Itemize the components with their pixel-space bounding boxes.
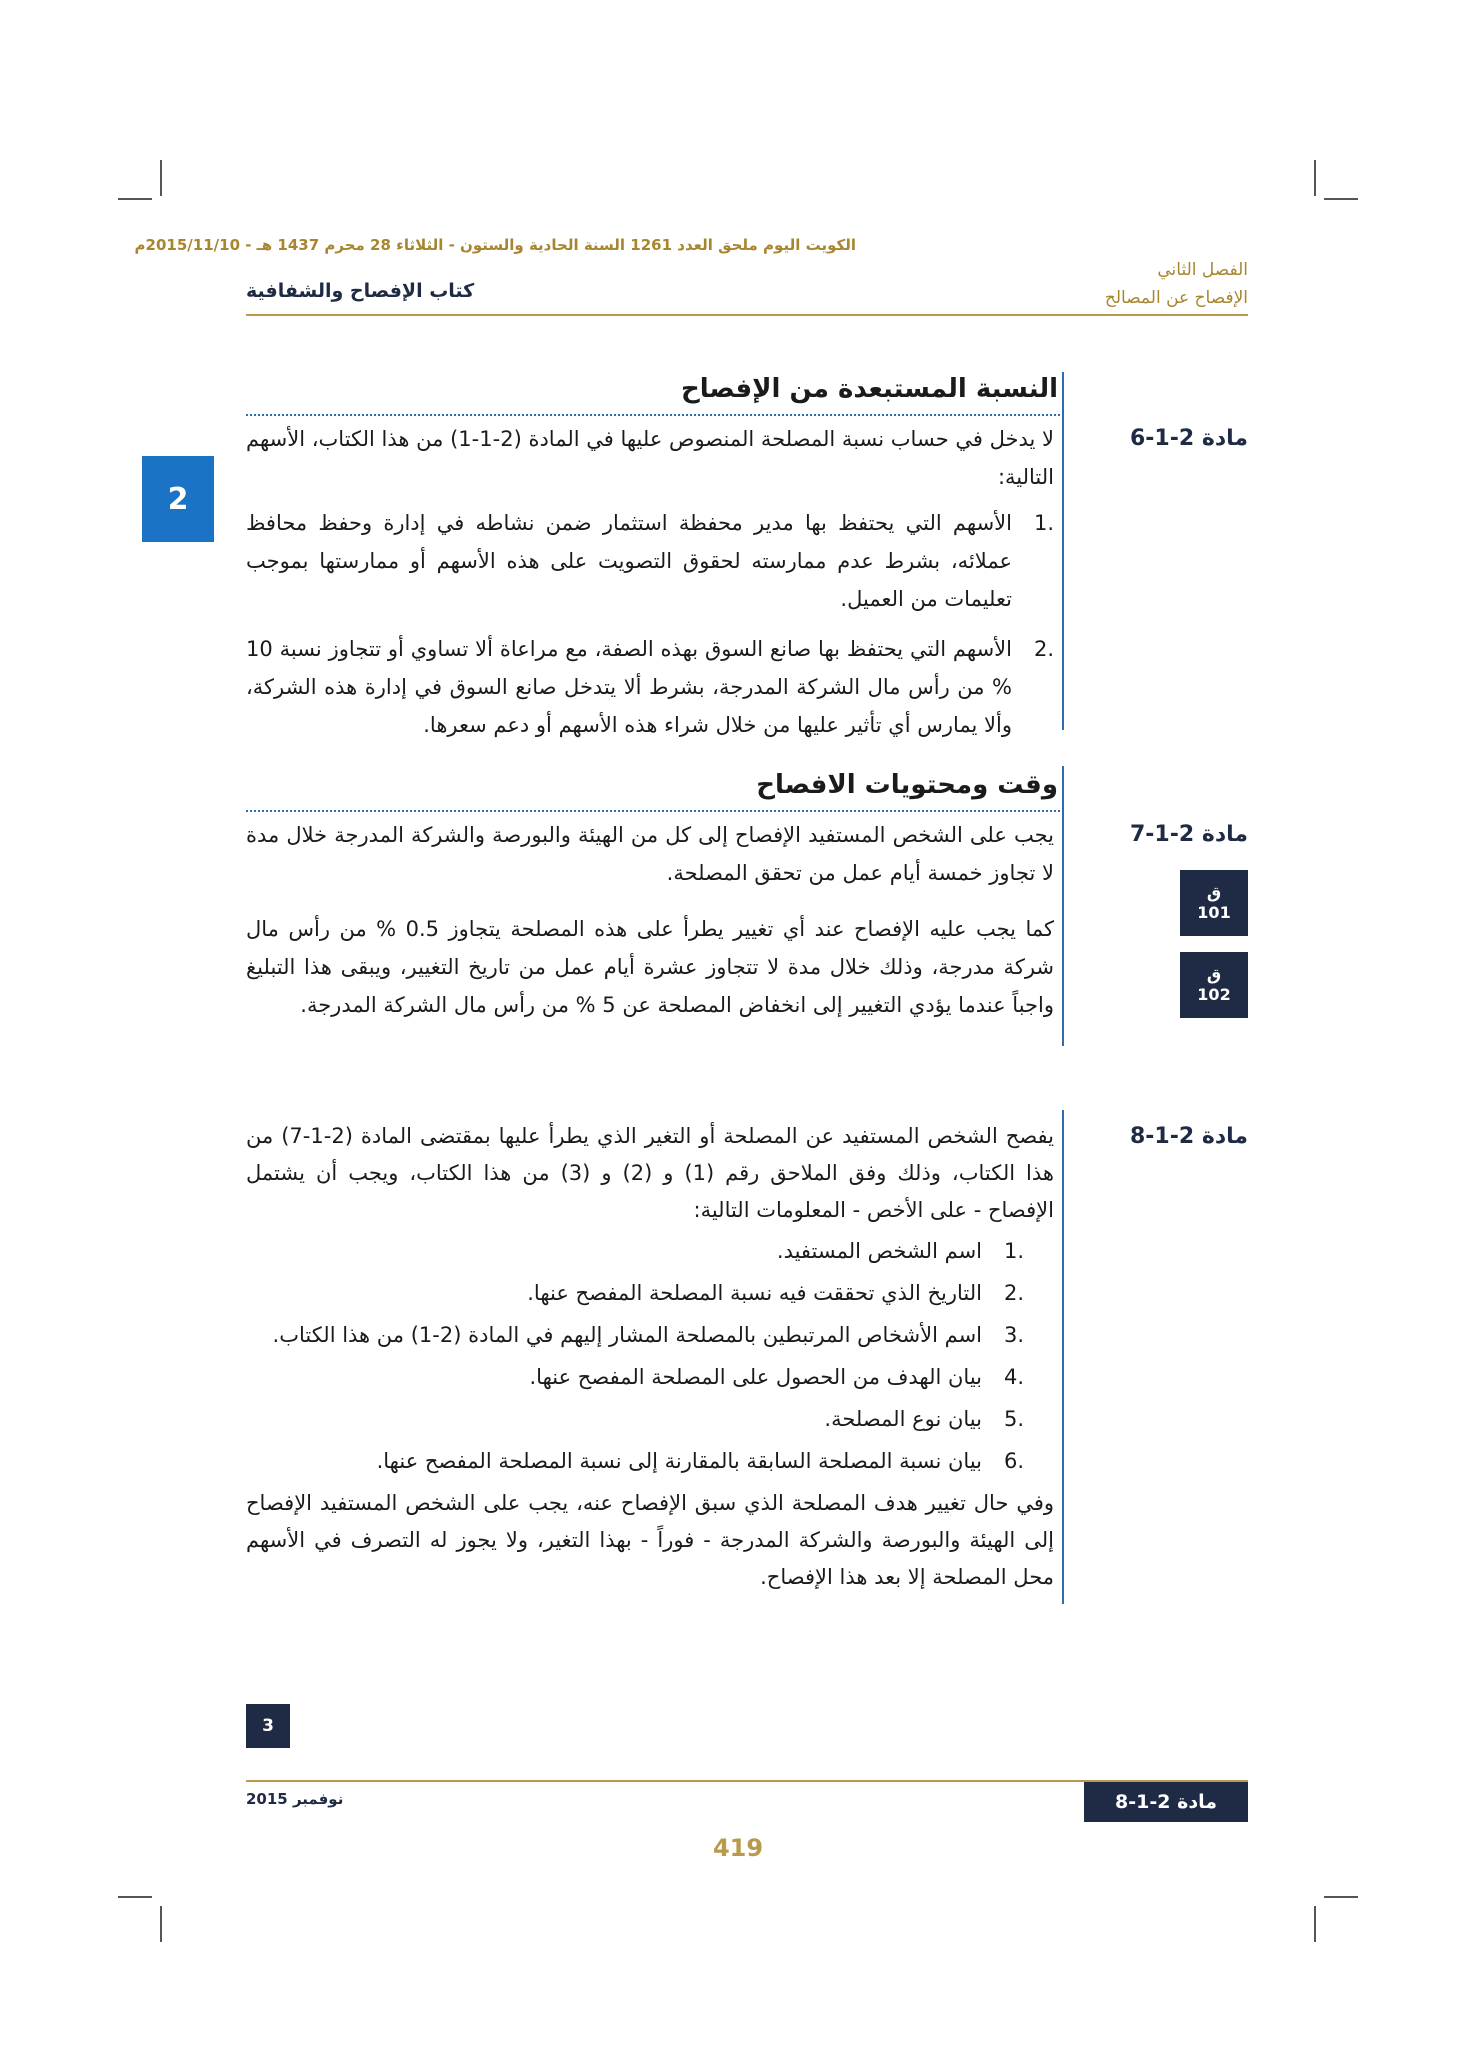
section-divider [246, 810, 1064, 812]
list-item [246, 1443, 1024, 1480]
list-number: .5 [1003, 1407, 1024, 1431]
crop-mark [1324, 198, 1358, 200]
page-box: 3 [246, 1704, 290, 1748]
article-paragraph: يجب على الشخص المستفيد الإفصاح إلى كل من الهيئة والبورصة والشركة المدرجة خلال مدة لا تجاوز خمسة أيام عمل من تحقق المصلحة. [246, 823, 1054, 885]
list-item [246, 1233, 1024, 1270]
article-body [246, 1118, 1054, 1596]
list-text: اسم الشخص المستفيد. [776, 1239, 982, 1263]
article-intro: لا يدخل في حساب نسبة المصلحة المنصوص عليها في المادة (2-1-1) من هذا الكتاب، الأسهم التالية: [246, 427, 1054, 489]
list-number: .2 [1033, 637, 1054, 661]
list-number: .1 [1033, 511, 1054, 535]
list-number: .1 [1003, 1239, 1024, 1263]
section-divider [246, 414, 1064, 416]
article-number: مادة 2-1-8 [1129, 1124, 1248, 1149]
chapter-heading [1105, 256, 1248, 312]
article-list [246, 1233, 1054, 1480]
article-list [246, 504, 1054, 744]
column-rule [1062, 372, 1064, 730]
crop-mark [1314, 160, 1316, 196]
crop-mark [1324, 1896, 1358, 1898]
chapter-subtitle: الإفصاح عن المصالح [1104, 288, 1248, 308]
list-item [246, 1359, 1024, 1396]
crop-mark [160, 160, 162, 196]
article-intro: يفصح الشخص المستفيد عن المصلحة أو التغير الذي يطرأ عليها بمقتضى المادة (2-1-7) من هذا الكتاب، وذلك وفق الملاحق رقم (1) و (2) و (3) من هذا الكتاب، ويجب أن يشتمل الإفصاح - على الأخص - المعلومات التالية: [246, 1124, 1054, 1222]
reference-letter: ق [1206, 965, 1222, 984]
footer-date: نوفمبر 2015 [246, 1790, 344, 1808]
article-closing: وفي حال تغيير هدف المصلحة الذي سبق الإفصاح عنه، يجب على الشخص المستفيد الإفصاح إلى الهيئة والبورصة والشركة المدرجة - فوراً - بهذا التغير، ولا يجوز له التصرف في الأسهم محل المصلحة إلا بعد هذا الإفصاح. [246, 1491, 1054, 1589]
header-rule [246, 314, 1248, 316]
list-text: الأسهم التي يحتفظ بها صانع السوق بهذه الصفة، مع مراعاة ألا تساوي أو تتجاوز نسبة 10 % من رأس مال الشركة المدرجة، بشرط ألا يتدخل صانع السوق في إدارة هذه الشركة، وألا يمارس أي تأثير عليها من خلال شراء هذه الأسهم أو دعم سعرها. [246, 637, 1012, 737]
list-text: التاريخ الذي تحققت فيه نسبة المصلحة المفصح عنها. [527, 1281, 982, 1305]
list-item [246, 630, 1054, 744]
list-text: بيان نوع المصلحة. [824, 1407, 982, 1431]
gazette-issue-line: الكويت اليوم ملحق العدد 1261 السنة الحادية والستون - الثلاثاء 28 محرم 1437 هـ - 2015/11/10م [134, 236, 856, 254]
reference-letter: ق [1206, 883, 1222, 902]
list-text: بيان نسبة المصلحة السابقة بالمقارنة إلى نسبة المصلحة المفصح عنها. [376, 1449, 982, 1473]
crop-mark [160, 1906, 162, 1942]
article-number: مادة 2-1-6 [1129, 426, 1248, 451]
footer-article-tab: مادة 2-1-8 [1084, 1782, 1248, 1822]
crop-mark [1314, 1906, 1316, 1942]
list-item [246, 1317, 1024, 1354]
crop-mark [118, 1896, 152, 1898]
chapter-title: الفصل الثاني [1157, 260, 1248, 280]
list-text: اسم الأشخاص المرتبطين بالمصلحة المشار إليهم في المادة (2-1) من هذا الكتاب. [272, 1323, 982, 1347]
reference-number: 102 [1197, 985, 1231, 1004]
section-title: النسبة المستبعدة من الإفصاح [680, 374, 1058, 404]
article-body [246, 420, 1054, 744]
list-item [246, 1275, 1024, 1312]
page-number: 419 [712, 1834, 764, 1862]
column-rule [1062, 1110, 1064, 1604]
article-body [246, 816, 1054, 1024]
list-text: الأسهم التي يحتفظ بها مدير محفظة استثمار ضمن نشاطه في إدارة وحفظ محافظ عملائه، بشرط عدم ممارسته لحقوق التصويت على هذه الأسهم أو ممارستها بموجب تعليمات من العميل. [246, 511, 1012, 611]
reference-number: 101 [1197, 903, 1231, 922]
column-rule [1062, 766, 1064, 1046]
book-title: كتاب الإفصاح والشفافية [246, 280, 475, 302]
crop-mark [118, 198, 152, 200]
reference-badge [1180, 952, 1248, 1018]
list-number: .4 [1003, 1365, 1024, 1389]
section-title: وقت ومحتويات الافصاح [756, 770, 1058, 800]
list-number: .6 [1003, 1449, 1024, 1473]
article-paragraph: كما يجب عليه الإفصاح عند أي تغيير يطرأ على هذه المصلحة يتجاوز 0.5 % من رأس مال شركة مدرجة، وذلك خلال مدة لا تتجاوز عشرة أيام عمل من تاريخ التغيير، ويبقى هذا التبليغ واجباً عندما يؤدي التغيير إلى انخفاض المصلحة عن 5 % من رأس مال الشركة المدرجة. [246, 917, 1054, 1017]
article-number: مادة 2-1-7 [1129, 822, 1248, 847]
list-number: .2 [1003, 1281, 1024, 1305]
chapter-tab: 2 [142, 456, 214, 542]
list-item [246, 504, 1054, 618]
reference-badge [1180, 870, 1248, 936]
list-number: .3 [1003, 1323, 1024, 1347]
list-text: بيان الهدف من الحصول على المصلحة المفصح عنها. [529, 1365, 982, 1389]
list-item [246, 1401, 1024, 1438]
